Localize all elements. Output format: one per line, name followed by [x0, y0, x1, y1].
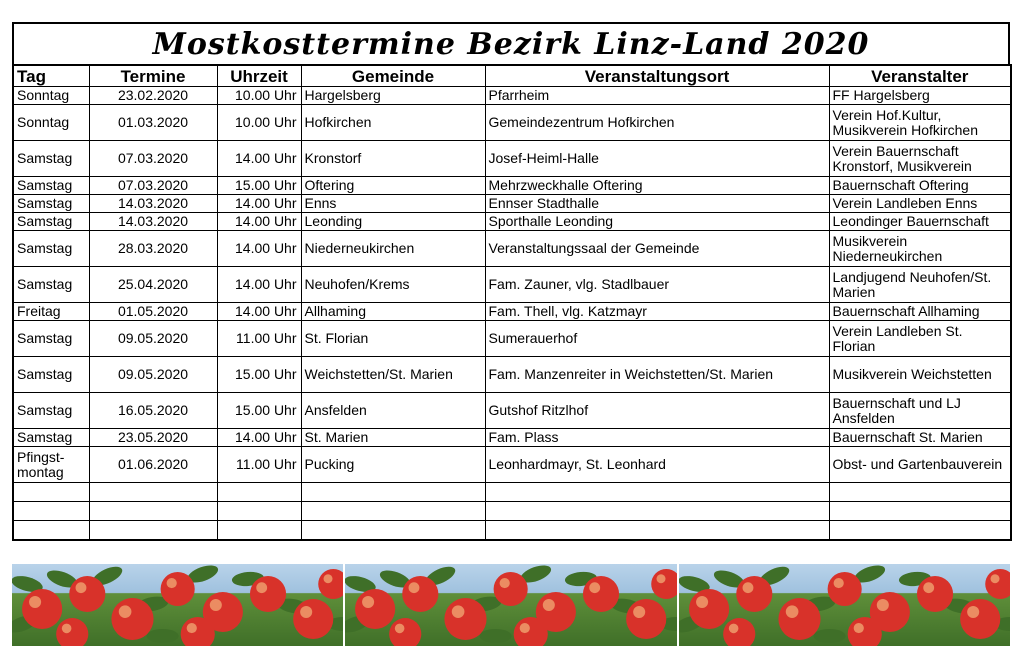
cell-datum: 07.03.2020 — [89, 141, 217, 177]
cell-veranstaltungsort: Sumerauerhof — [485, 321, 829, 357]
cell-tag: Samstag — [13, 231, 89, 267]
apple-tree-photo — [345, 564, 676, 646]
title-box — [12, 22, 1010, 64]
cell-gemeinde: Hargelsberg — [301, 87, 485, 105]
table-row — [13, 195, 1011, 213]
cell-datum: 01.06.2020 — [89, 447, 217, 483]
header-uhrzeit: Uhrzeit — [217, 65, 301, 87]
cell-tag: Samstag — [13, 357, 89, 393]
table-row — [13, 357, 1011, 393]
cell-tag: Samstag — [13, 177, 89, 195]
cell-veranstalter: Obst- und Gartenbauverein — [829, 447, 1011, 483]
cell-veranstalter: Landjugend Neuhofen/St. Marien — [829, 267, 1011, 303]
cell-gemeinde: Neuhofen/Krems — [301, 267, 485, 303]
header-veranstaltungsort: Veranstaltungsort — [485, 65, 829, 87]
empty-cell — [13, 483, 89, 502]
cell-datum: 14.03.2020 — [89, 213, 217, 231]
header-gemeinde: Gemeinde — [301, 65, 485, 87]
cell-veranstaltungsort: Mehrzweckhalle Oftering — [485, 177, 829, 195]
cell-veranstalter: Bauernschaft Allhaming — [829, 303, 1011, 321]
table-row — [13, 267, 1011, 303]
table-row — [13, 87, 1011, 105]
cell-veranstalter: Verein Bauernschaft Kronstorf, Musikverein — [829, 141, 1011, 177]
empty-cell — [13, 521, 89, 540]
cell-gemeinde: Ansfelden — [301, 393, 485, 429]
empty-cell — [217, 483, 301, 502]
table-row — [13, 141, 1011, 177]
table-row — [13, 303, 1011, 321]
cell-tag: Samstag — [13, 393, 89, 429]
cell-tag: Samstag — [13, 321, 89, 357]
cell-veranstaltungsort: Fam. Zauner, vlg. Stadlbauer — [485, 267, 829, 303]
cell-gemeinde: Oftering — [301, 177, 485, 195]
empty-cell — [301, 483, 485, 502]
table-row — [13, 213, 1011, 231]
empty-cell — [217, 521, 301, 540]
empty-row — [13, 483, 1011, 502]
empty-cell — [13, 502, 89, 521]
cell-gemeinde: Weichstetten/St. Marien — [301, 357, 485, 393]
cell-tag: Samstag — [13, 195, 89, 213]
cell-uhrzeit: 15.00 Uhr — [217, 177, 301, 195]
schedule-table — [12, 64, 1012, 541]
cell-uhrzeit: 14.00 Uhr — [217, 231, 301, 267]
empty-cell — [485, 483, 829, 502]
empty-cell — [829, 521, 1011, 540]
cell-datum: 25.04.2020 — [89, 267, 217, 303]
apple-tree-photo — [679, 564, 1010, 646]
cell-uhrzeit: 14.00 Uhr — [217, 195, 301, 213]
cell-gemeinde: St. Marien — [301, 429, 485, 447]
cell-datum: 01.03.2020 — [89, 105, 217, 141]
cell-tag: Samstag — [13, 141, 89, 177]
empty-cell — [485, 521, 829, 540]
cell-tag: Samstag — [13, 267, 89, 303]
cell-uhrzeit: 14.00 Uhr — [217, 267, 301, 303]
header-termine: Termine — [89, 65, 217, 87]
empty-cell — [301, 521, 485, 540]
cell-veranstaltungsort: Josef-Heiml-Halle — [485, 141, 829, 177]
cell-uhrzeit: 11.00 Uhr — [217, 321, 301, 357]
empty-cell — [89, 521, 217, 540]
cell-veranstalter: Bauernschaft St. Marien — [829, 429, 1011, 447]
cell-veranstaltungsort: Veranstaltungssaal der Gemeinde — [485, 231, 829, 267]
cell-veranstaltungsort: Sporthalle Leonding — [485, 213, 829, 231]
cell-uhrzeit: 10.00 Uhr — [217, 105, 301, 141]
cell-uhrzeit: 14.00 Uhr — [217, 141, 301, 177]
cell-gemeinde: Niederneukirchen — [301, 231, 485, 267]
cell-tag: Freitag — [13, 303, 89, 321]
cell-uhrzeit: 15.00 Uhr — [217, 393, 301, 429]
table-row — [13, 105, 1011, 141]
cell-veranstalter: Musikverein Niederneukirchen — [829, 231, 1011, 267]
empty-row — [13, 521, 1011, 540]
cell-uhrzeit: 11.00 Uhr — [217, 447, 301, 483]
cell-tag: Samstag — [13, 429, 89, 447]
cell-veranstalter: Verein Landleben St. Florian — [829, 321, 1011, 357]
schedule-sheet — [12, 22, 1010, 541]
cell-veranstalter: Bauernschaft Oftering — [829, 177, 1011, 195]
cell-uhrzeit: 14.00 Uhr — [217, 303, 301, 321]
empty-cell — [829, 483, 1011, 502]
table-row — [13, 321, 1011, 357]
cell-datum: 09.05.2020 — [89, 321, 217, 357]
header-tag: Tag — [13, 65, 89, 87]
cell-veranstaltungsort: Fam. Plass — [485, 429, 829, 447]
empty-cell — [89, 483, 217, 502]
cell-uhrzeit: 14.00 Uhr — [217, 429, 301, 447]
table-row — [13, 429, 1011, 447]
cell-gemeinde: Enns — [301, 195, 485, 213]
cell-tag: Sonntag — [13, 105, 89, 141]
cell-veranstaltungsort: Fam. Manzenreiter in Weichstetten/St. Marien — [485, 357, 829, 393]
cell-gemeinde: Kronstorf — [301, 141, 485, 177]
cell-veranstalter: Verein Landleben Enns — [829, 195, 1011, 213]
empty-row — [13, 502, 1011, 521]
cell-veranstalter: Verein Hof.Kultur, Musikverein Hofkirchen — [829, 105, 1011, 141]
header-row — [13, 65, 1011, 87]
cell-uhrzeit: 15.00 Uhr — [217, 357, 301, 393]
table-row — [13, 393, 1011, 429]
cell-veranstalter: Bauernschaft und LJ Ansfelden — [829, 393, 1011, 429]
cell-veranstaltungsort: Gemeindezentrum Hofkirchen — [485, 105, 829, 141]
cell-gemeinde: Pucking — [301, 447, 485, 483]
empty-cell — [89, 502, 217, 521]
empty-cell — [485, 502, 829, 521]
cell-tag: Sonntag — [13, 87, 89, 105]
cell-datum: 16.05.2020 — [89, 393, 217, 429]
cell-gemeinde: Hofkirchen — [301, 105, 485, 141]
cell-veranstaltungsort: Gutshof Ritzlhof — [485, 393, 829, 429]
cell-datum: 23.02.2020 — [89, 87, 217, 105]
apple-tree-photo — [12, 564, 343, 646]
cell-datum: 01.05.2020 — [89, 303, 217, 321]
cell-datum: 23.05.2020 — [89, 429, 217, 447]
empty-cell — [301, 502, 485, 521]
empty-cell — [829, 502, 1011, 521]
cell-gemeinde: Allhaming — [301, 303, 485, 321]
empty-cell — [217, 502, 301, 521]
table-row — [13, 231, 1011, 267]
cell-datum: 07.03.2020 — [89, 177, 217, 195]
cell-datum: 14.03.2020 — [89, 195, 217, 213]
cell-veranstalter: Musikverein Weichstetten — [829, 357, 1011, 393]
cell-veranstalter: FF Hargelsberg — [829, 87, 1011, 105]
header-veranstalter: Veranstalter — [829, 65, 1011, 87]
cell-gemeinde: Leonding — [301, 213, 485, 231]
cell-tag: Pfingst-montag — [13, 447, 89, 483]
cell-gemeinde: St. Florian — [301, 321, 485, 357]
cell-tag: Samstag — [13, 213, 89, 231]
cell-veranstaltungsort: Leonhardmayr, St. Leonhard — [485, 447, 829, 483]
cell-uhrzeit: 10.00 Uhr — [217, 87, 301, 105]
apple-photo-strip — [12, 564, 1010, 646]
cell-datum: 28.03.2020 — [89, 231, 217, 267]
cell-veranstaltungsort: Pfarrheim — [485, 87, 829, 105]
cell-datum: 09.05.2020 — [89, 357, 217, 393]
page-title: Mostkosttermine Bezirk Linz-Land 2020 — [152, 26, 870, 62]
cell-veranstaltungsort: Ennser Stadthalle — [485, 195, 829, 213]
table-row — [13, 177, 1011, 195]
cell-uhrzeit: 14.00 Uhr — [217, 213, 301, 231]
cell-veranstalter: Leondinger Bauernschaft — [829, 213, 1011, 231]
cell-veranstaltungsort: Fam. Thell, vlg. Katzmayr — [485, 303, 829, 321]
table-row — [13, 447, 1011, 483]
